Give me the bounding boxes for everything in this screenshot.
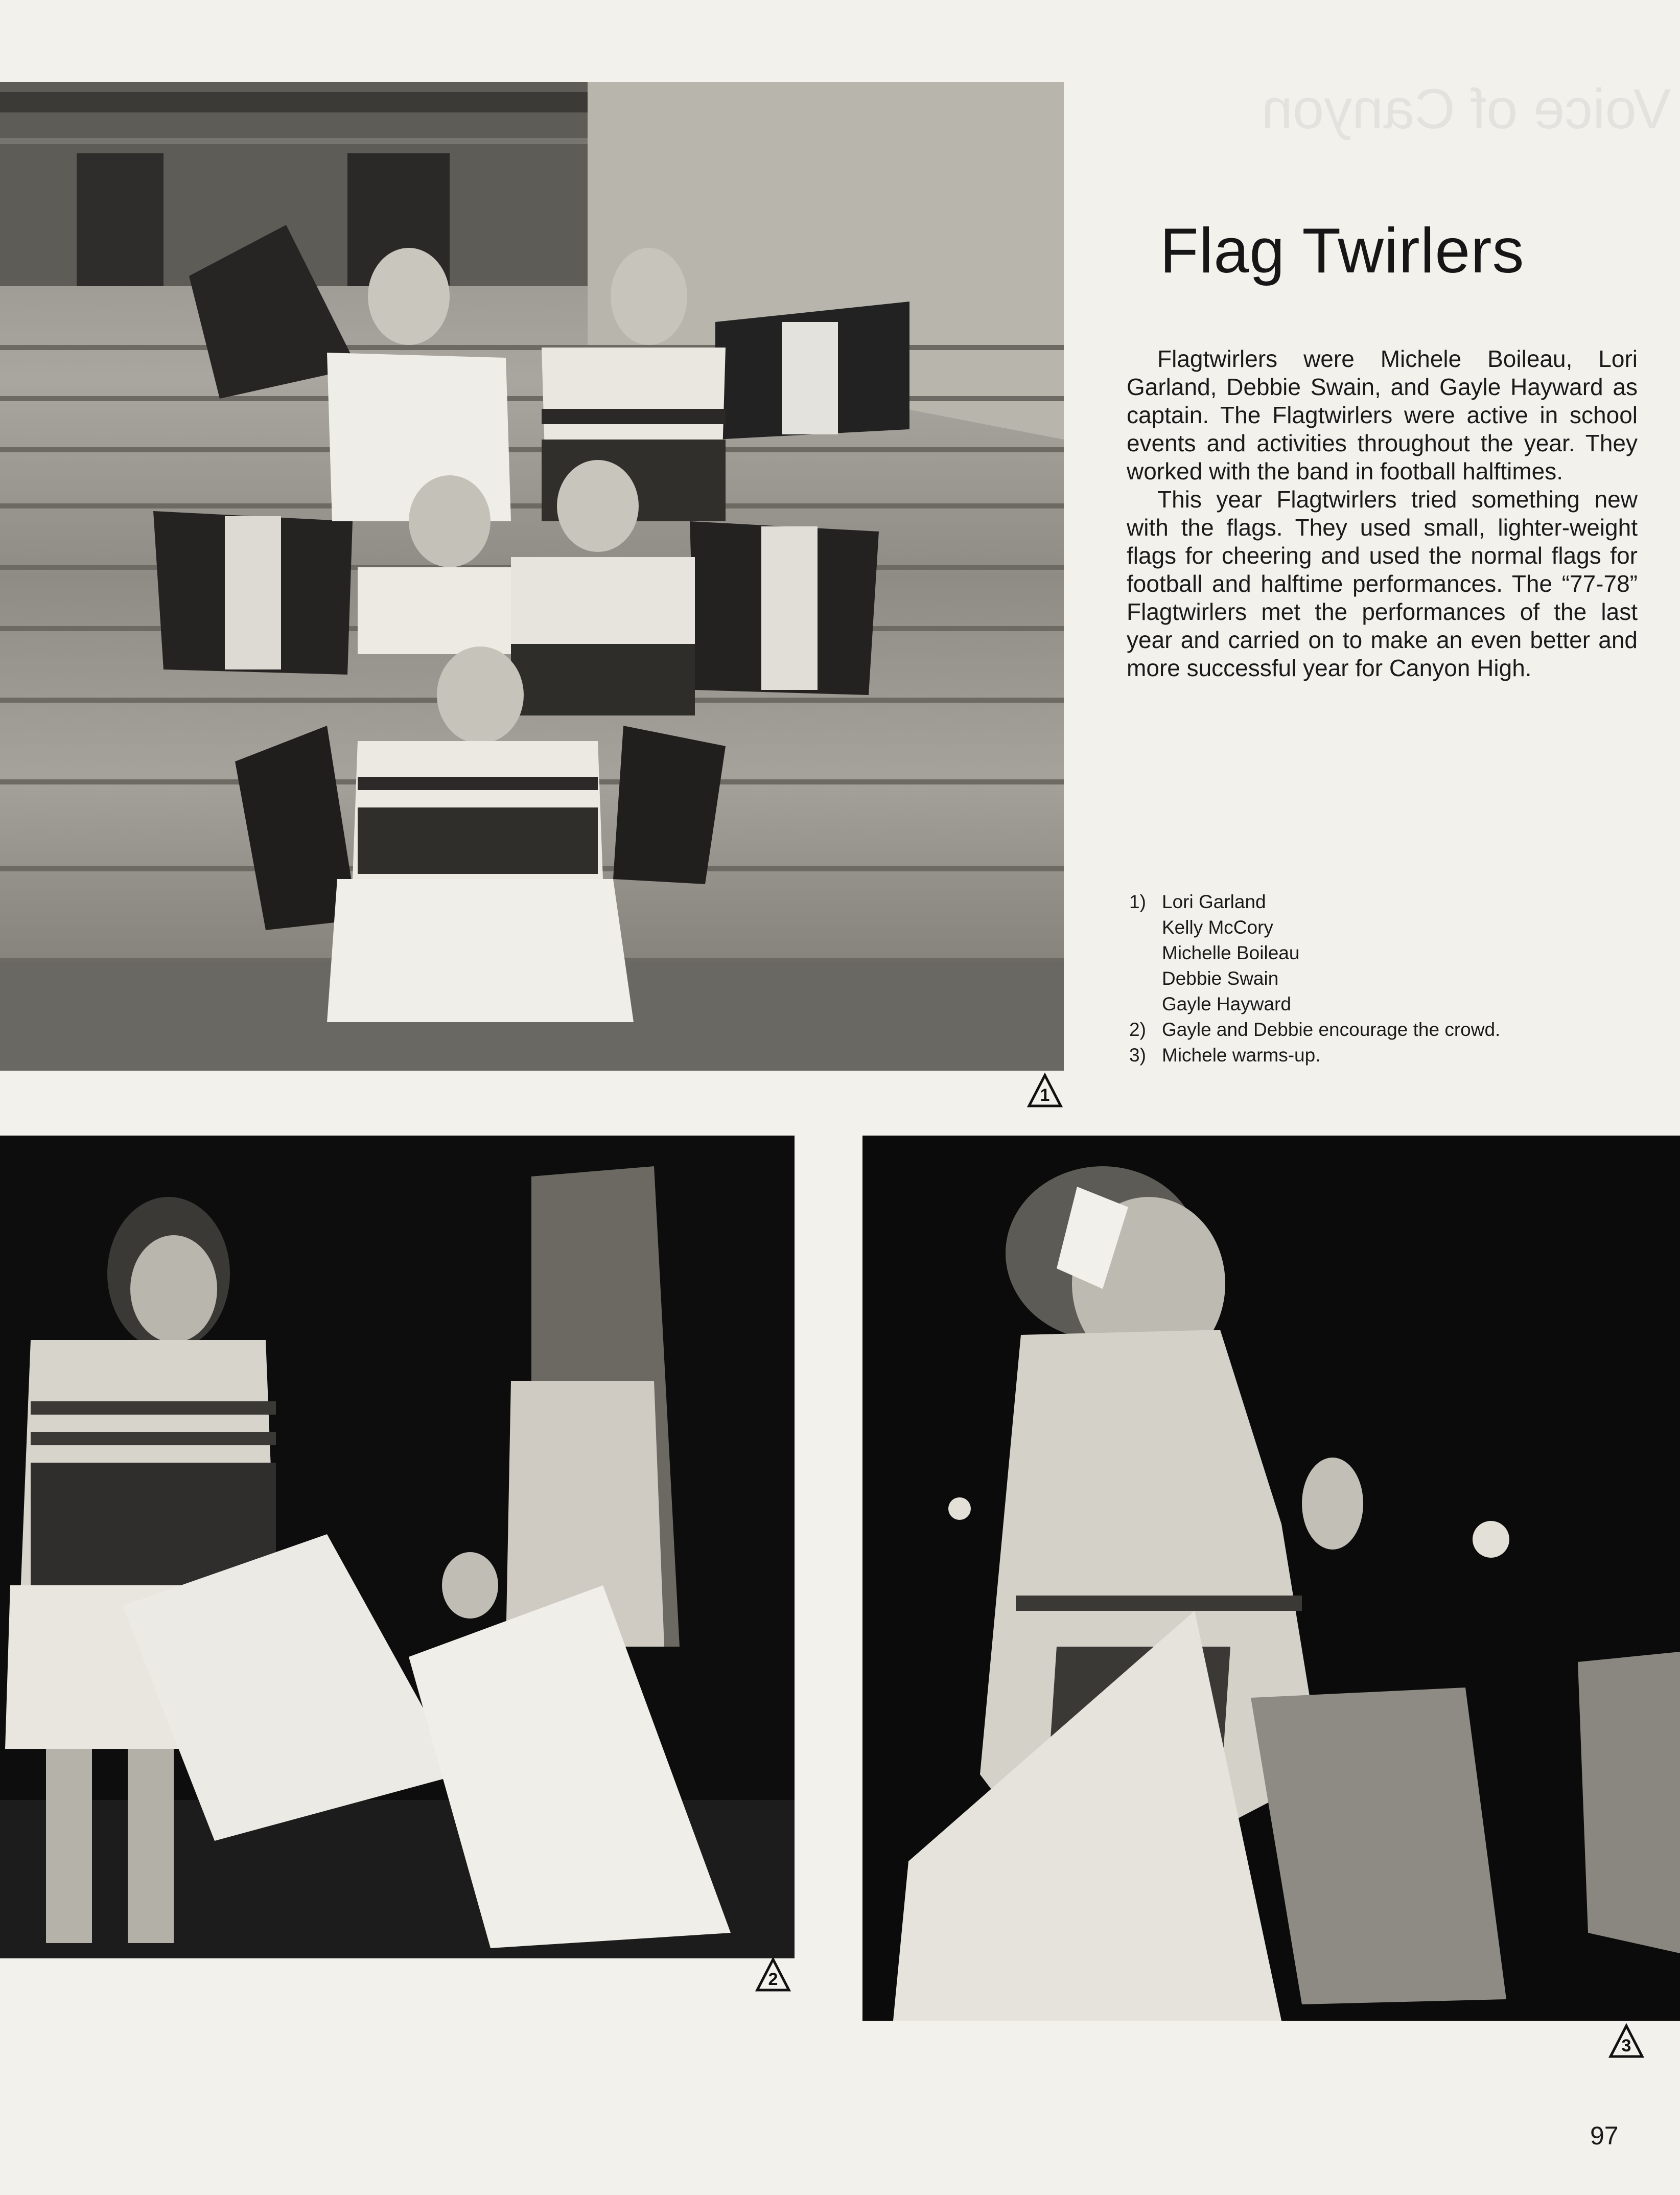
caption-1-line-4: Debbie Swain [1162,968,1279,989]
caption-1-line-2: Kelly McCory [1162,917,1273,938]
show-through-text: Voice of Canyon [1261,78,1671,141]
photo-marker-2 [755,1957,791,1993]
caption-3 [1129,1043,1671,1068]
photo-marker-3-number: 3 [1621,2036,1631,2055]
article-body [1127,345,1638,682]
page-title: Flag Twirlers [1160,216,1525,286]
photo-captions [1129,889,1671,1068]
caption-1 [1129,889,1671,1017]
page-number: 97 [1590,2121,1619,2150]
caption-3-number: 3) [1129,1045,1146,1066]
article-paragraph-2: This year Flagtwirlers tried something new with the flags. They used small, lighter-weight flags for cheering and used the normal flags for football and halftime performances. The “77-78” Flagtwirlers met the performances of the last year and carried on to make an even better and more successful year for Canyon High. [1127,486,1638,681]
caption-2-text: Gayle and Debbie encourage the crowd. [1162,1019,1501,1040]
photo-marker-1 [1027,1073,1063,1109]
photo-marker-3 [1608,2024,1644,2060]
article-paragraph-1: Flagtwirlers were Michele Boileau, Lori Garland, Debbie Swain, and Gayle Hayward as captain. The Flagtwirlers were active in school events and activities throughout the year. They worked with the band in football halftimes. [1127,345,1638,484]
photo-marker-2-number: 2 [768,1970,778,1989]
caption-1-number: 1) [1129,891,1146,912]
caption-2 [1129,1017,1671,1043]
photo-marker-1-number: 1 [1040,1085,1050,1105]
photo-twirlers-encourage-crowd [0,1136,795,1958]
caption-2-number: 2) [1129,1019,1146,1040]
caption-1-line-5: Gayle Hayward [1162,993,1291,1014]
caption-1-line-3: Michelle Boileau [1162,942,1300,963]
caption-3-text: Michele warms-up. [1162,1045,1321,1066]
photo-michele-warms-up [862,1136,1680,2021]
caption-1-line-1: Lori Garland [1162,891,1266,912]
photo-group-on-steps [0,82,1064,1071]
